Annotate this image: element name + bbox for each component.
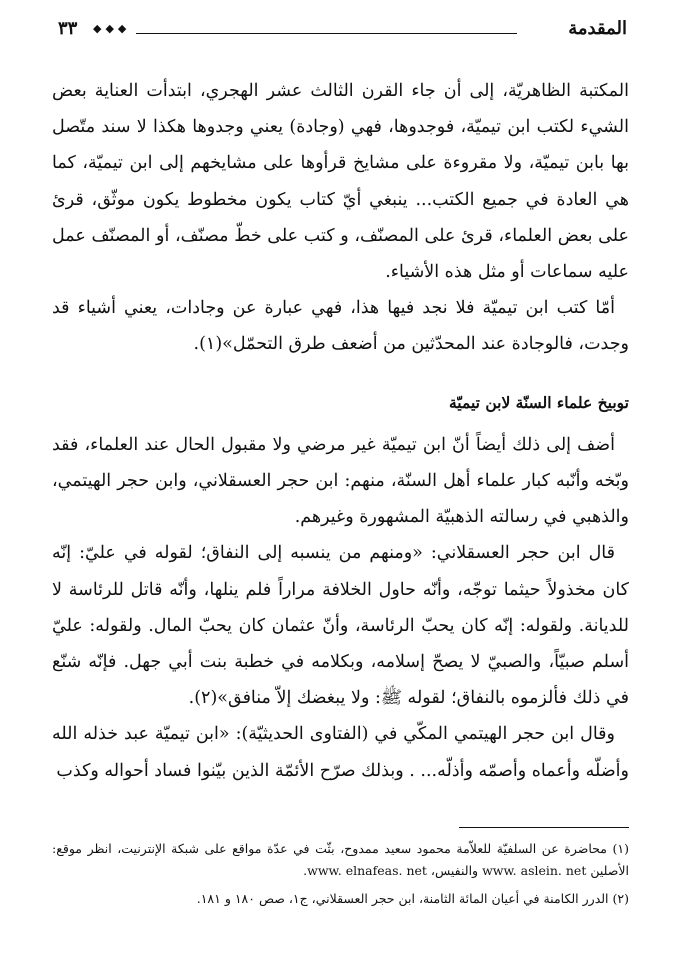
footnote-1-link-elnafeas[interactable]: www. elnafeas. net [307,863,427,878]
diamond-ornament-icon: ◆◆◆ [93,22,131,35]
footnote-1-connector: والنفيس، [430,863,479,878]
page-header [58,18,627,48]
footnote-2: (٢) الدرر الكامنة في أعيان المائة الثامنة، ابن حجر العسقلاني، ج١، صص ١٨٠ و ١٨١. [196,891,629,906]
paragraph-2: أمّا كتب ابن تيميّة فلا نجد فيها هذا، فهي عبارة عن وجادات، يعني أشياء قد وجدت، فالوجادة عند المحدّثين من أضعف طرق التحمّل»(١). [52,298,629,355]
paragraph-4: قال ابن حجر العسقلاني: «ومنهم من ينسبه إلى النفاق؛ لقوله في عليّ: إنّه كان مخذولاً حيثما توجّه، وأنّه حاول الخلافة مراراً فلم ينلها، وأنّه قاتل للرئاسة لا للديانة. ولقوله: إنّه كان يحبّ الرئاسة، وأنّ عثمان كان يحبّ المال. ولقوله: عليّ أسلم صبيّاً، والصبيّ لا يصحّ إسلامه، وبكلامه في خطبة بنت أبي جهل. فإنّه شنّع في ذلك فألزموه بالنفاق؛ لقوله ﷺ: ولا يبغضك إلاّ منافق»(٢). [52,543,629,709]
footnote-1-text: (١) محاضرة عن السلفيّة للعلاّمة محمود سعيد ممدوح، بثّت في عدّة مواقع على شبكة الإنترنيت، انظر موقع: الأصلين [52,841,629,878]
paragraph-1: المكتبة الظاهريّة، إلى أن جاء القرن الثالث عشر الهجري، ابتدأت العناية بعض الشيء لكتب ابن تيميّة، فوجدوها، فهي (وجادة) يعني وجدوها هكذا لا سند متّصل بها بابن تيميّة، ولا مقروءة على مشايخ قرأوها على مشايخهم إلى ابن تيميّة، كما هي العادة في جميع الكتب... ينبغي أيّ كتاب يكون مخطوط يكون موثّق، قرئ على بعض العلماء، قرئ على المصنّف، و كتب على خطّ مصنّف، أو المصنّف عمل عليه سماعات أو مثل هذه الأشياء. [52,81,629,283]
footnote-1-end: . [303,863,308,878]
paragraph-5: وقال ابن حجر الهيتمي المكّي في (الفتاوى الحديثيّة): «ابن تيميّة عبد خذله الله وأضلّه وأعماه وأصمّه وأذلّه... . وبذلك صرّح الأئمّة الذين بيّنوا فساد أحواله وكذب [52,724,629,781]
footnote-1 [52,838,629,882]
footnote-separator [459,827,629,828]
body-text [52,73,629,789]
footnote-1-link-aslein[interactable]: www. aslein. net [482,863,587,878]
section-heading: توبيخ علماء السنّة لابن تيميّة [449,392,629,412]
footnotes [52,838,629,916]
paragraph-3: أضف إلى ذلك أيضاً أنّ ابن تيميّة غير مرضي ولا مقبول الحال عند العلماء، فقد وبّخه وأنّبه كبار علماء أهل السنّة، منهم: ابن حجر العسقلاني، وابن حجر الهيتمي، والذهبي في رسالته الذهبيّة المشهورة وغيرهم. [52,434,629,528]
header-rule [136,33,517,34]
page-number: ٣٣ [58,18,78,39]
chapter-title: المقدمة [568,18,627,39]
